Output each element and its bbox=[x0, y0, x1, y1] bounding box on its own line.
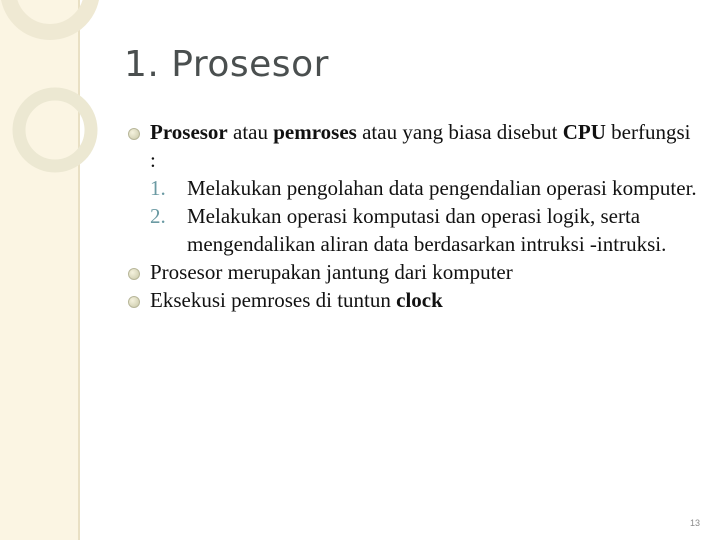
item-number: 2. bbox=[150, 204, 166, 228]
bullet-text-bold: CPU bbox=[562, 120, 606, 144]
bullet-text: berfungsi : bbox=[150, 120, 691, 172]
bullet-text: atau bbox=[227, 120, 274, 144]
page-number: 13 bbox=[690, 518, 701, 528]
sidebar-divider bbox=[78, 0, 80, 540]
sidebar-panel bbox=[0, 0, 78, 540]
bullet-text-bold: pemroses bbox=[273, 120, 357, 144]
bullet-text: Eksekusi pemroses di tuntun bbox=[150, 288, 397, 312]
bullet-item bbox=[128, 258, 698, 286]
item-text: Melakukan operasi komputasi dan operasi logik, serta mengendalikan aliran data berdasarkan intruksi -intruksi. bbox=[187, 204, 667, 256]
numbered-item bbox=[150, 174, 698, 202]
bullet-dot-icon bbox=[128, 268, 140, 280]
slide-content bbox=[128, 118, 698, 314]
bullet-dot-icon bbox=[128, 296, 140, 308]
numbered-item bbox=[150, 202, 698, 258]
bullet-dot-icon bbox=[128, 128, 140, 140]
bullet-item bbox=[128, 286, 698, 314]
bullet-text: Prosesor merupakan jantung dari komputer bbox=[150, 260, 513, 284]
bullet-item bbox=[128, 118, 698, 258]
item-number: 1. bbox=[150, 176, 166, 200]
item-text: Melakukan pengolahan data pengendalian operasi komputer. bbox=[187, 176, 697, 200]
bullet-text-bold: clock bbox=[396, 288, 443, 312]
slide-title: 1. Prosesor bbox=[124, 44, 329, 85]
bullet-text-bold: Prosesor bbox=[150, 120, 228, 144]
bullet-text: atau yang biasa disebut bbox=[356, 120, 563, 144]
